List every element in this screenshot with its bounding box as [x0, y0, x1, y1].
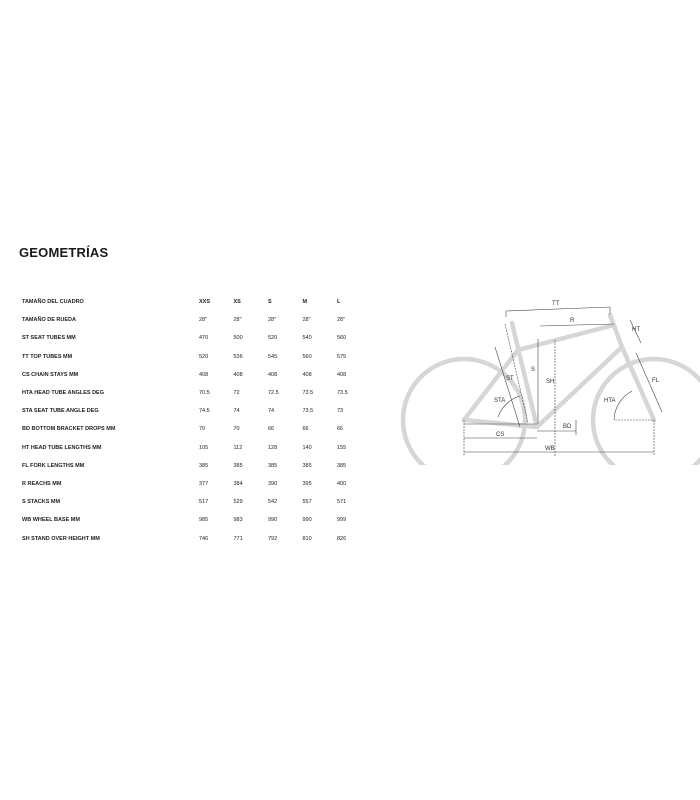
label-bd: BD [563, 424, 572, 430]
row-label: TT TOP TUBES MM [22, 353, 73, 360]
row-value: 73.5 [302, 408, 314, 415]
row-value: 395 [302, 480, 312, 487]
label-st: ST [506, 376, 514, 382]
table-row [22, 439, 372, 457]
row-value: 529 [233, 499, 243, 506]
row-label: FL FORK LENGTHS MM [22, 462, 85, 469]
table-row [22, 348, 372, 366]
row-label: HTA HEAD TUBE ANGLES DEG [22, 390, 104, 397]
label-sta: STA [494, 398, 506, 404]
table-header-row [22, 293, 372, 311]
row-value: 408 [233, 371, 243, 378]
table-row [22, 366, 372, 384]
row-label: R REACHS MM [22, 480, 62, 487]
row-label: BD BOTTOM BRACKET DROPS MM [22, 426, 116, 433]
table-row [22, 493, 372, 511]
row-value: 385 [199, 462, 209, 469]
row-value: 985 [199, 517, 209, 524]
label-wb: WB [545, 446, 555, 452]
row-value: 990 [302, 517, 312, 524]
table-row [22, 420, 372, 438]
table-row [22, 311, 372, 329]
row-value: 74 [268, 408, 275, 415]
row-value: 390 [268, 480, 278, 487]
row-value: 571 [337, 499, 347, 506]
label-cs: CS [496, 432, 505, 438]
row-label: TAMAÑO DE RUEDA [22, 317, 76, 324]
row-label: ST SEAT TUBES MM [22, 335, 76, 342]
row-value: 771 [233, 535, 243, 542]
row-value: 28" [233, 317, 242, 324]
row-value: 400 [337, 480, 347, 487]
row-value: 540 [302, 335, 312, 342]
row-label: HT HEAD TUBE LENGTHS MM [22, 444, 102, 451]
row-value: 792 [268, 535, 278, 542]
row-value: 408 [268, 371, 278, 378]
row-value: 408 [337, 371, 347, 378]
row-value: 70 [199, 426, 206, 433]
row-value: 990 [268, 517, 278, 524]
rear-wheel [403, 359, 525, 465]
row-value: 385 [268, 462, 278, 469]
table-row [22, 402, 372, 420]
row-value: 72.5 [268, 390, 279, 397]
row-value: 73.5 [302, 390, 314, 397]
row-value: 128 [268, 444, 278, 451]
size-header: S [268, 299, 272, 306]
row-label: SH STAND OVER HEIGHT MM [22, 535, 100, 542]
row-value: 520 [199, 353, 209, 360]
label-s: S [531, 367, 536, 373]
row-label: CS CHAIN STAYS MM [22, 371, 79, 378]
row-value: 520 [268, 335, 278, 342]
size-header: M [302, 299, 308, 306]
label-sh: SH [546, 379, 555, 385]
row-value: 545 [268, 353, 278, 360]
table-row [22, 511, 372, 529]
page-title: GEOMETRÍAS [19, 245, 109, 260]
row-value: 536 [233, 353, 243, 360]
row-label: S STACKS MM [22, 499, 61, 506]
row-value: 74.5 [199, 408, 210, 415]
row-label: WB WHEEL BASE MM [22, 517, 80, 524]
label-fl: FL [652, 378, 660, 384]
row-value: 112 [233, 444, 243, 451]
label-r: R [570, 318, 575, 324]
bike-geometry-diagram [400, 295, 700, 465]
table-row [22, 475, 372, 493]
row-value: 470 [199, 335, 209, 342]
row-value: 542 [268, 499, 278, 506]
label-tt: TT [552, 301, 560, 307]
row-value: 73 [337, 408, 344, 415]
row-value: 66 [268, 426, 275, 433]
row-value: 500 [233, 335, 243, 342]
row-value: 517 [199, 499, 209, 506]
row-value: 73.5 [337, 390, 348, 397]
header-label: TAMAÑO DEL CUADRO [22, 299, 84, 306]
table-row [22, 529, 372, 547]
size-header: XS [233, 299, 241, 306]
row-value: 105 [199, 444, 209, 451]
row-value: 557 [302, 499, 312, 506]
table-row [22, 329, 372, 347]
row-value: 140 [302, 444, 312, 451]
row-value: 66 [337, 426, 344, 433]
row-value: 70.5 [199, 390, 210, 397]
row-value: 385 [302, 462, 312, 469]
row-value: 810 [302, 535, 312, 542]
row-value: 983 [233, 517, 243, 524]
row-value: 385 [337, 462, 347, 469]
row-value: 28" [199, 317, 208, 324]
table-row [22, 384, 372, 402]
row-value: 560 [302, 353, 312, 360]
size-header: L [337, 299, 341, 306]
bike-frame [464, 315, 654, 427]
row-value: 28" [337, 317, 346, 324]
row-value: 575 [337, 353, 347, 360]
label-hta: HTA [604, 398, 616, 404]
size-header: XXS [199, 299, 211, 306]
row-value: 377 [199, 480, 209, 487]
row-value: 66 [302, 426, 309, 433]
row-value: 999 [337, 517, 347, 524]
row-value: 560 [337, 335, 347, 342]
row-value: 72 [233, 390, 240, 397]
row-value: 826 [337, 535, 347, 542]
row-value: 28" [268, 317, 277, 324]
row-value: 385 [233, 462, 243, 469]
row-label: STA SEAT TUBE ANGLE DEG [22, 408, 99, 415]
row-value: 384 [233, 480, 243, 487]
table-row [22, 457, 372, 475]
front-wheel [593, 359, 700, 465]
row-value: 155 [337, 444, 347, 451]
row-value: 408 [302, 371, 312, 378]
row-value: 408 [199, 371, 209, 378]
row-value: 70 [233, 426, 240, 433]
geometry-table [22, 293, 372, 548]
row-value: 28" [302, 317, 311, 324]
label-ht: HT [632, 327, 640, 333]
row-value: 746 [199, 535, 209, 542]
row-value: 74 [233, 408, 240, 415]
